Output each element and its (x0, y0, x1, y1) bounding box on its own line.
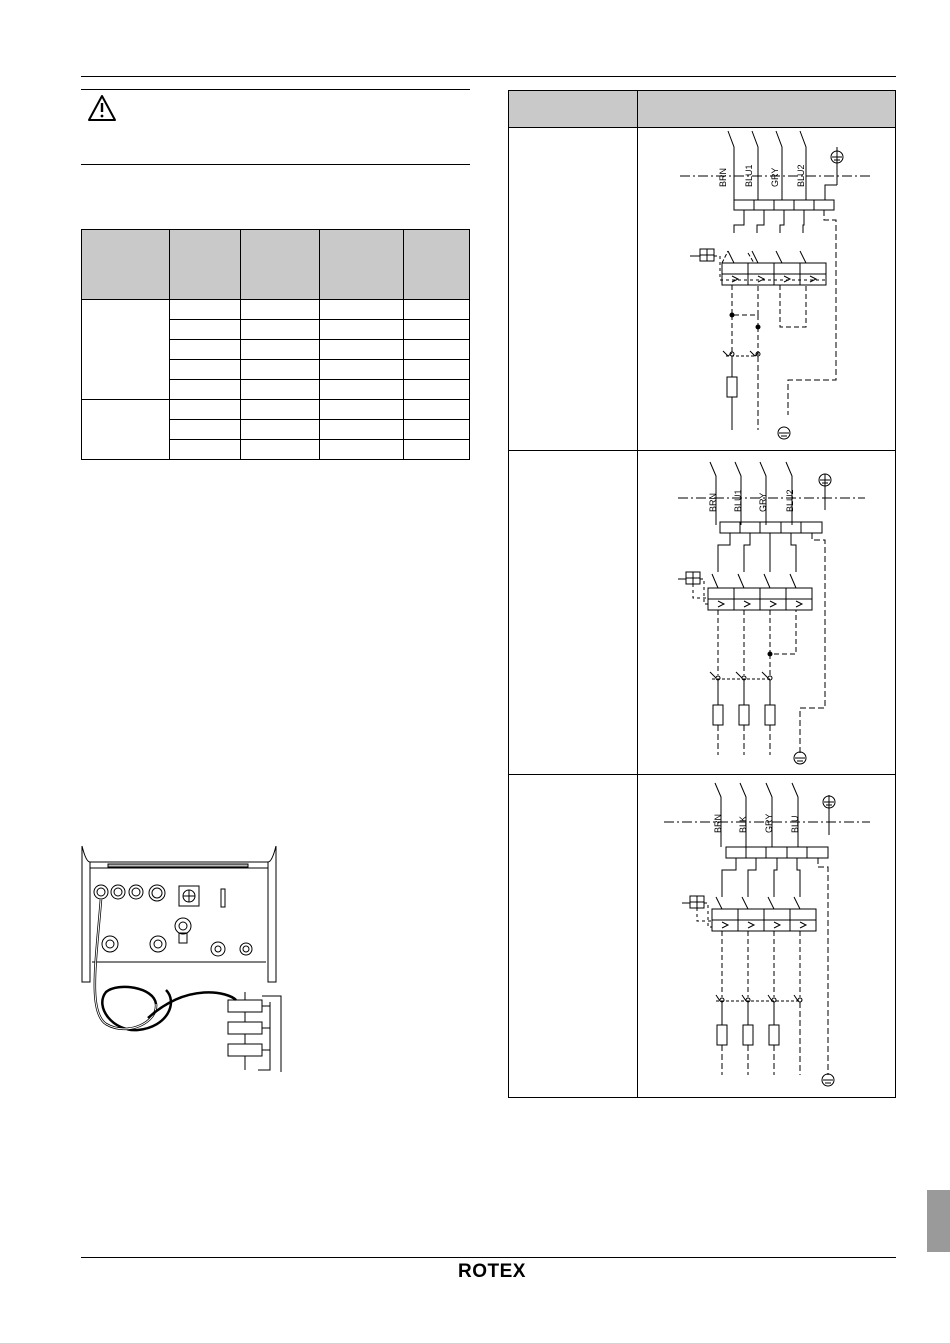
wire-label: BRN (708, 492, 718, 512)
ground-icon (794, 752, 806, 764)
header-cell (319, 230, 404, 300)
breaker-block (708, 574, 812, 610)
header-cell (638, 91, 896, 128)
fuse-icon (228, 1000, 262, 1056)
wire-label: BLU1 (744, 164, 754, 187)
footer-rule (81, 1257, 896, 1258)
wire-label: BLU2 (796, 164, 806, 187)
terminal-block (718, 522, 825, 755)
header-cell (82, 230, 170, 300)
unit-illustration (78, 842, 288, 1077)
breaker-block (712, 897, 816, 931)
header-cell (241, 230, 320, 300)
ground-icon (831, 147, 843, 185)
wiring-diagram-3 (660, 775, 880, 1095)
warning-icon (87, 94, 117, 122)
row-label-cell (509, 451, 638, 775)
row-label-cell (509, 128, 638, 451)
wire-label: BRN (713, 813, 723, 833)
wire-label: GRY (770, 167, 780, 187)
header-cell (169, 230, 241, 300)
group-cell (82, 300, 170, 400)
wire-label: GRY (764, 813, 774, 833)
top-rule (81, 76, 896, 77)
ground-icon (778, 427, 790, 439)
row-label-cell (509, 775, 638, 1098)
wiring-diagram-1 (660, 125, 880, 445)
wire-switches (728, 131, 806, 200)
terminal-block (722, 847, 828, 1075)
group-cell (82, 400, 170, 460)
fuse-icon (723, 351, 760, 430)
ground-icon (822, 1074, 834, 1086)
cable-gland-icon (94, 885, 165, 901)
wiring-diagram-2 (660, 450, 880, 770)
fuse-icon (710, 672, 775, 755)
wire-label: GRY (758, 492, 768, 512)
wire-label: BLU2 (785, 489, 795, 512)
warning-box (81, 89, 470, 165)
ground-icon (819, 474, 831, 510)
brand-logo: ROTEX (458, 1261, 526, 1282)
chapter-tab (927, 1190, 950, 1252)
fuse-icon (716, 995, 802, 1075)
header-cell (509, 91, 638, 128)
ground-icon (823, 795, 835, 835)
wire-label: BLU1 (733, 489, 743, 512)
terminal-block (734, 200, 836, 415)
switch-symbol-icon (682, 896, 704, 908)
wire-label: BLU (790, 815, 800, 833)
wire-label: BLK (738, 815, 748, 833)
left-table (81, 229, 470, 460)
switch-symbol-icon (678, 572, 700, 584)
header-cell (404, 230, 470, 300)
switch-symbol-icon (690, 249, 714, 261)
wire-label: BRN (718, 167, 728, 187)
connector-icon (102, 918, 252, 956)
